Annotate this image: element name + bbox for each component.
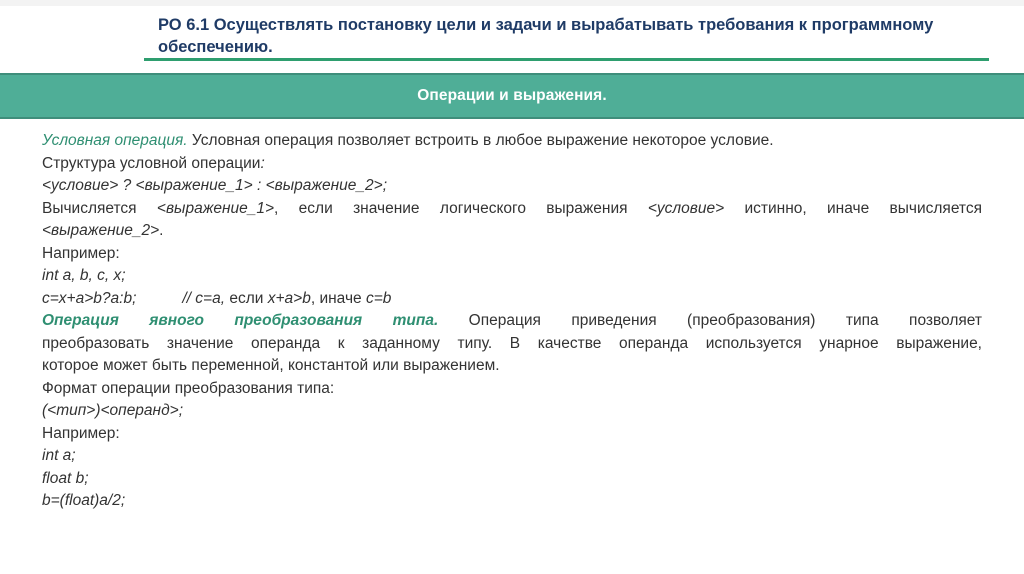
structure-heading-text: Структура условной операции [42, 154, 261, 172]
eval-text-1: Вычисляется [42, 199, 157, 217]
cast-op-definition-2: преобразовать значение операнда к заданному типу. В качестве операнда используется унарное выражение, [42, 334, 982, 352]
syntax-conditional: <условие> ? <выражение_1> : <выражение_2>; [42, 177, 388, 194]
cast-def-text: Операция приведения (преобразования) типа позволяет [438, 312, 982, 329]
title-underline [144, 58, 989, 61]
code-declaration-1: int a, b, c, x; [42, 267, 126, 284]
slide-content [42, 130, 982, 513]
cast-op-definition-3: которое может быть переменной, константой или выражением. [42, 357, 500, 374]
eval-condition: <условие> [647, 199, 725, 217]
eval-text-3: истинно, иначе вычисляется [724, 199, 983, 217]
code-cast-example: b=(float)a/2; [42, 492, 126, 509]
eval-expr-2: <выражение_2> [42, 222, 160, 239]
term-cast-op: Операция явного преобразования типа. [42, 312, 439, 329]
code-conditional: c=x+a>b?a:b; [42, 289, 137, 307]
cast-op-definition [42, 310, 982, 333]
code-comment-1: // c=a, [182, 289, 226, 307]
top-decoration [0, 0, 1024, 6]
code-conditional-example [42, 288, 982, 311]
syntax-cast: (<тип>)<операнд>; [42, 402, 184, 419]
structure-heading [42, 153, 982, 176]
evaluation-description [42, 198, 982, 221]
conditional-op-definition [42, 130, 982, 153]
section-banner [0, 73, 1024, 119]
example-label-1: Например: [42, 244, 120, 262]
definition-text: Условная операция позволяет встроить в любое выражение некоторое условие. [187, 132, 774, 149]
evaluation-description-cont [42, 220, 982, 243]
eval-text-2: , если значение логического выражения [274, 199, 648, 217]
code-comment-2: если [225, 289, 268, 307]
structure-heading-colon: : [260, 154, 265, 172]
code-declaration-float: float b; [42, 469, 89, 487]
code-comment-5: c=b [365, 289, 392, 307]
eval-expr-1: <выражение_1> [156, 199, 275, 217]
term-conditional-op: Условная операция. [42, 132, 188, 149]
banner-text: Операции и выражения. [417, 87, 607, 104]
code-declaration-int: int a; [42, 447, 76, 464]
code-comment-3: x+a>b [267, 289, 311, 307]
cast-format-heading: Формат операции преобразования типа: [42, 379, 335, 397]
code-comment-4: , иначе [310, 289, 366, 307]
slide-title: РО 6.1 Осуществлять постановку цели и задачи и вырабатывать требования к программному обеспечению. [158, 16, 934, 56]
example-label-2: Например: [42, 424, 120, 442]
eval-period: . [159, 222, 164, 239]
